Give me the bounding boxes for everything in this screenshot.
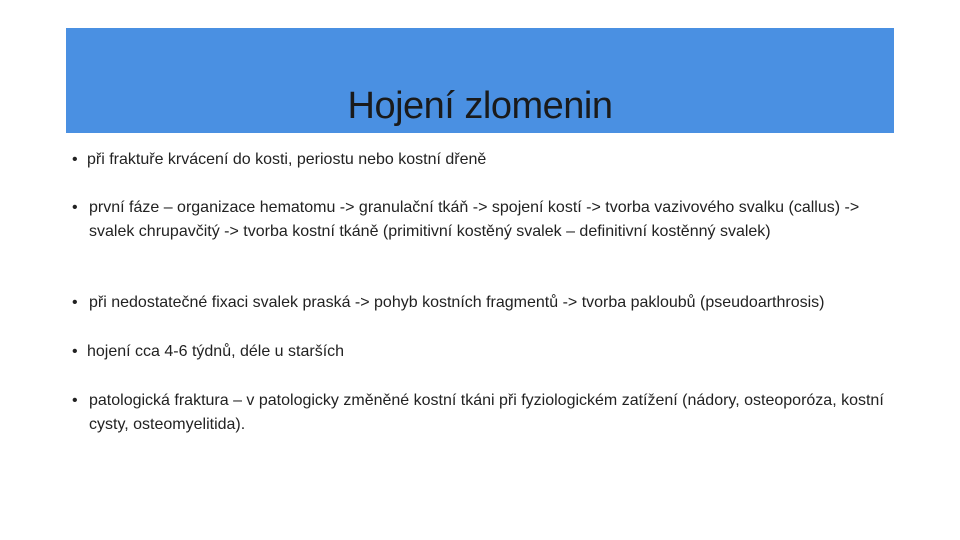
bullet-text: při nedostatečné fixaci svalek praská -> pohyb kostních fragmentů -> tvorba pakloubů (pseudoarthrosis) xyxy=(89,294,825,311)
bullet-marker: • xyxy=(72,343,78,360)
bullet-text: hojení cca 4-6 týdnů, déle u starších xyxy=(87,343,345,360)
bullet-marker: • xyxy=(72,392,78,409)
bullet-marker: • xyxy=(72,199,78,216)
bullet-item xyxy=(72,291,892,315)
bullet-text: při fraktuře krvácení do kosti, periostu nebo kostní dřeně xyxy=(87,151,487,168)
slide-title-text: Hojení zlomenin xyxy=(347,85,613,127)
bullet-marker: • xyxy=(72,294,78,311)
bullet-text: první fáze – organizace hematomu -> granulační tkáň -> spojení kostí -> tvorba vazivového svalku (callus) -> svalek chrupavčitý -> tvorba kostní tkáně (primitivní kostěný svalek – definitivní kostěnný svalek) xyxy=(89,199,860,240)
bullet-item xyxy=(72,340,892,364)
slide-title xyxy=(66,82,894,130)
bullet-item xyxy=(72,389,892,437)
bullet-marker: • xyxy=(72,151,78,168)
bullet-item xyxy=(72,148,892,172)
title-band xyxy=(66,28,894,133)
bullet-text: patologická fraktura – v patologicky změněné kostní tkáni při fyziologickém zatížení (nádory, osteoporóza, kostní cysty, osteomyelitida). xyxy=(89,392,884,433)
bullet-item xyxy=(72,196,892,244)
